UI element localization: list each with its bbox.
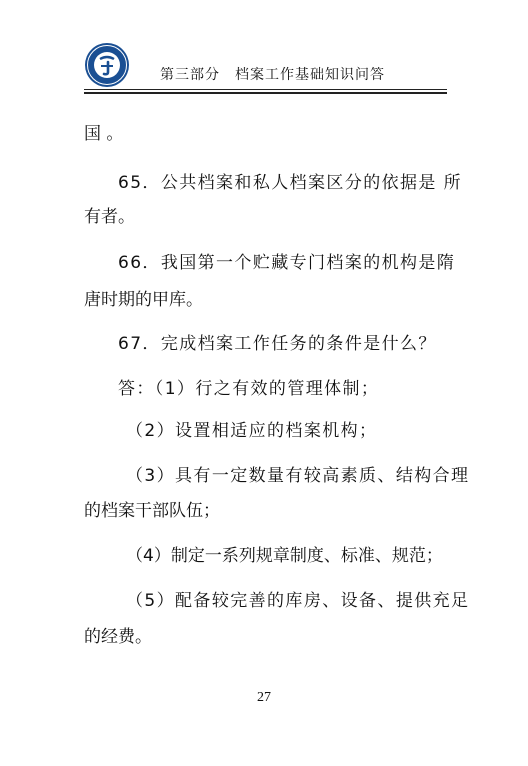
header-rule-thin [84,89,447,90]
item-67-answer-5-line-2: 的经费。 [84,627,152,647]
item-67-question: 67．完成档案工作任务的条件是什么？ [118,334,437,354]
header-rule-thick [84,92,447,94]
item-66-line-2: 唐时期的甲库。 [84,290,203,310]
item-67-answer-3-line-1: （3）具有一定数量有较高素质、结构合理 [126,466,470,486]
item-67-answer-2: （2）设置相适应的档案机构； [126,421,378,441]
item-67-answer-3-line-2: 的档案干部队伍； [84,501,220,521]
item-66-line-1: 66．我国第一个贮藏专门档案的机构是隋 [118,253,456,273]
text-line: 国 。 [84,124,124,144]
item-65-line-1: 65．公共档案和私人档案区分的依据是 所 [118,173,463,193]
school-logo-icon [84,42,130,88]
page-header [0,0,528,100]
item-67-answer-4: （4）制定一系列规章制度、标准、规范； [126,546,443,566]
item-65-line-2: 有者。 [84,207,135,227]
page-number: 27 [257,690,271,705]
item-67-answer-1: 答：（1）行之有效的管理体制； [118,379,380,399]
header-title: 第三部分 档案工作基础知识问答 [160,67,385,83]
item-67-answer-5-line-1: （5）配备较完善的库房、设备、提供充足 [126,591,470,611]
